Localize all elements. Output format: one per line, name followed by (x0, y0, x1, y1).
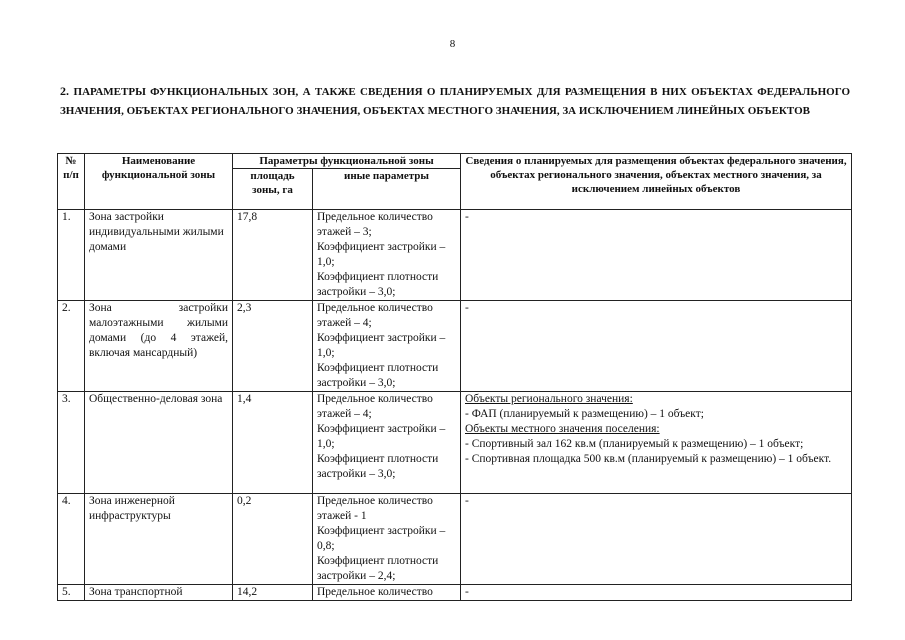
zone-params (313, 585, 461, 601)
zone-objects-info (461, 585, 852, 601)
param-line: Коэффициент плотности застройки – 2,4; (317, 555, 439, 582)
table-row (58, 392, 852, 494)
zone-area: 17,8 (233, 210, 313, 301)
param-line: Коэффициент плотности застройки – 3,0; (317, 271, 439, 298)
zone-name: Зона застройки малоэтажными жилыми домами (до 4 этажей, включая мансардный) (85, 301, 233, 392)
section-title: ПАРАМЕТРЫ ФУНКЦИОНАЛЬНЫХ ЗОН, А ТАКЖЕ СВЕДЕНИЯ О ПЛАНИРУЕМЫХ ДЛЯ РАЗМЕЩЕНИЯ В НИХ ОБЪЕКТАХ ФЕДЕРАЛЬНОГО ЗНАЧЕНИЯ, ОБЪЕКТАХ РЕГИОНАЛЬНОГО ЗНАЧЕНИЯ, ОБЪЕКТАХ МЕСТНОГО ЗНАЧЕНИЯ, ЗА ИСКЛЮЧЕНИЕМ ЛИНЕЙНЫХ ОБЪЕКТОВ (60, 86, 850, 117)
row-number: 5. (58, 585, 85, 601)
header-name: Наименование функциональной зоны (85, 154, 233, 210)
zones-table (57, 153, 852, 601)
header-other: иные параметры (313, 169, 461, 210)
info-line: - Спортивный зал 162 кв.м (планируемый к размещению) – 1 объект; (465, 438, 804, 450)
zone-objects-info (461, 301, 852, 392)
zone-objects-info (461, 494, 852, 585)
info-line: - Спортивная площадка 500 кв.м (планируемый к размещению) – 1 объект. (465, 453, 832, 465)
row-number: 2. (58, 301, 85, 392)
header-num: № п/п (58, 154, 85, 210)
param-line: Коэффициент плотности застройки – 3,0; (317, 453, 439, 480)
zone-params (313, 301, 461, 392)
zone-params (313, 392, 461, 494)
param-line: Предельное количество этажей – 3; (317, 211, 433, 238)
row-number: 4. (58, 494, 85, 585)
info-line: - (465, 211, 469, 223)
zone-name: Зона транспортной (85, 585, 233, 601)
table-row (58, 301, 852, 392)
info-line: - (465, 495, 469, 507)
zone-area: 2,3 (233, 301, 313, 392)
zone-area: 14,2 (233, 585, 313, 601)
header-area: площадь зоны, га (233, 169, 313, 210)
param-line: Предельное количество этажей - 1 (317, 495, 433, 522)
page-number: 8 (449, 38, 456, 50)
zone-name: Общественно-деловая зона (85, 392, 233, 494)
zone-params (313, 494, 461, 585)
param-line: Предельное количество этажей – 4; (317, 393, 433, 420)
zone-area: 1,4 (233, 392, 313, 494)
info-line: Объекты регионального значения: (465, 393, 633, 405)
zone-objects-info (461, 210, 852, 301)
header-info: Сведения о планируемых для размещения объектах федерального значения, объектах регионального значения, объектах местного значения, за исключением линейных объектов (461, 154, 852, 210)
param-line: Коэффициент застройки – 0,8; (317, 525, 446, 552)
param-line: Предельное количество (317, 586, 433, 598)
info-line: Объекты местного значения поселения: (465, 423, 660, 435)
zone-name: Зона инженерной инфраструктуры (85, 494, 233, 585)
zone-area: 0,2 (233, 494, 313, 585)
header-params-group: Параметры функциональной зоны (233, 154, 461, 169)
zone-objects-info (461, 392, 852, 494)
section-heading (60, 82, 850, 120)
table-row (58, 585, 852, 601)
table-body (58, 210, 852, 601)
zone-params (313, 210, 461, 301)
param-line: Коэффициент застройки – 1,0; (317, 423, 446, 450)
info-line: - ФАП (планируемый к размещению) – 1 объект; (465, 408, 704, 420)
table-row (58, 210, 852, 301)
section-number: 2. (60, 84, 69, 98)
row-number: 1. (58, 210, 85, 301)
row-number: 3. (58, 392, 85, 494)
zone-name: Зона застройки индивидуальными жилыми домами (85, 210, 233, 301)
param-line: Коэффициент застройки – 1,0; (317, 332, 446, 359)
info-line: - (465, 302, 469, 314)
table-row (58, 494, 852, 585)
param-line: Коэффициент застройки – 1,0; (317, 241, 446, 268)
param-line: Коэффициент плотности застройки – 3,0; (317, 362, 439, 389)
info-line: - (465, 586, 469, 598)
param-line: Предельное количество этажей – 4; (317, 302, 433, 329)
